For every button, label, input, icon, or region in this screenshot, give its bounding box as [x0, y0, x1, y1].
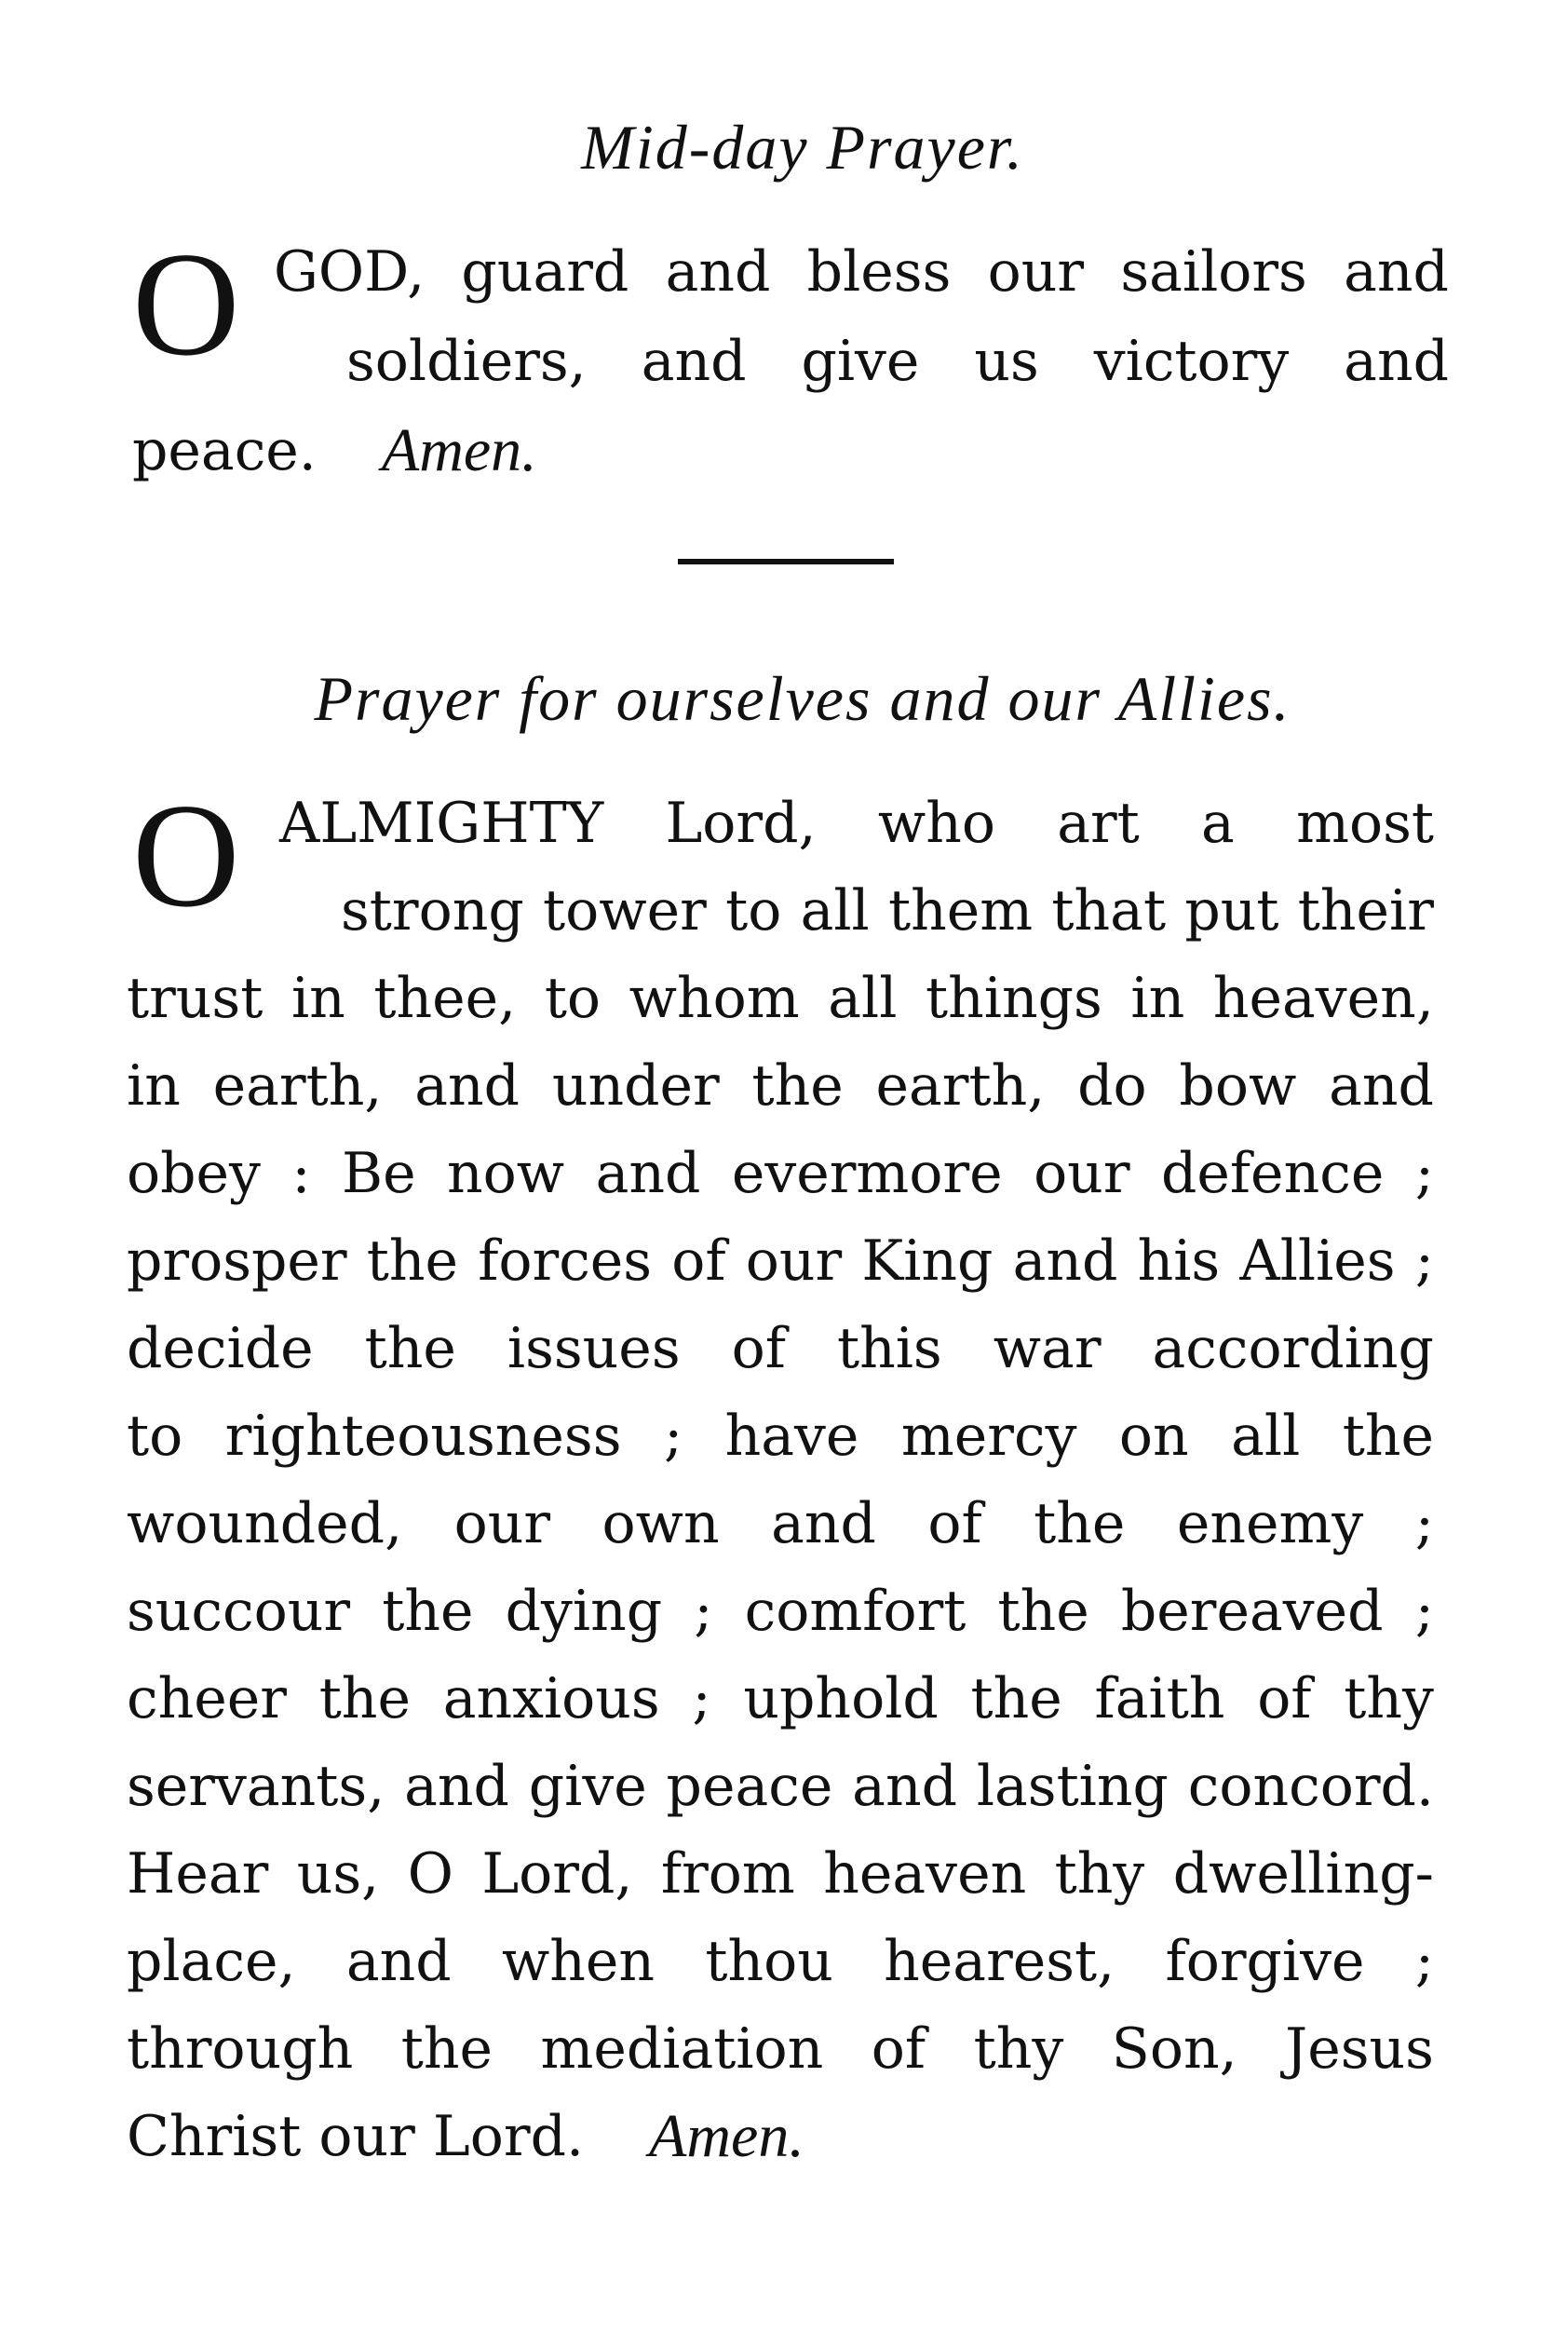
allies-line-9: wounded, our own and of the enemy ; [127, 1491, 1434, 1556]
allies-line-10: succour the dying ; comfort the bereaved ; [127, 1579, 1434, 1644]
midday-line-3-text: peace. [132, 418, 317, 483]
midday-line-3 [132, 417, 537, 484]
allies-line-14: place, and when thou hearest, forgive ; [127, 1929, 1434, 1994]
allies-line-2: strong tower to all them that put their [341, 878, 1434, 943]
allies-line-15: through the mediation of thy Son, Jesus [127, 2016, 1434, 2082]
allies-line-3: trust in thee, to whom all things in heaven, [127, 966, 1434, 1031]
allies-line-16 [127, 2103, 804, 2170]
midday-amen: Amen. [381, 416, 537, 484]
midday-dropcap: O [132, 221, 240, 387]
allies-line-5: obey : Be now and evermore our defence ; [127, 1141, 1434, 1206]
allies-line-12: servants, and give peace and lasting concord. [127, 1754, 1434, 1819]
section-divider [678, 559, 894, 564]
midday-prayer-title: Mid-day Prayer. [581, 112, 1024, 183]
midday-line-1: GOD, guard and bless our sailors and [274, 239, 1449, 305]
allies-line-8: to righteousness ; have mercy on all the [127, 1404, 1434, 1469]
allies-amen: Amen. [649, 2102, 804, 2170]
allies-line-13: Hear us, O Lord, from heaven thy dwelling- [127, 1841, 1434, 1907]
allies-dropcap: O [132, 772, 240, 938]
allies-prayer-title: Prayer for ourselves and our Allies. [314, 663, 1291, 734]
midday-line-2: soldiers, and give us victory and [346, 329, 1449, 394]
allies-line-6: prosper the forces of our King and his Allies ; [127, 1228, 1434, 1294]
allies-line-11: cheer the anxious ; uphold the faith of thy [127, 1666, 1434, 1731]
allies-line-4: in earth, and under the earth, do bow and [127, 1053, 1434, 1119]
allies-line-7: decide the issues of this war according [127, 1316, 1434, 1381]
allies-line-1: ALMIGHTY Lord, who art a most [279, 791, 1434, 856]
allies-line-16-text: Christ our Lord. [127, 2104, 585, 2169]
